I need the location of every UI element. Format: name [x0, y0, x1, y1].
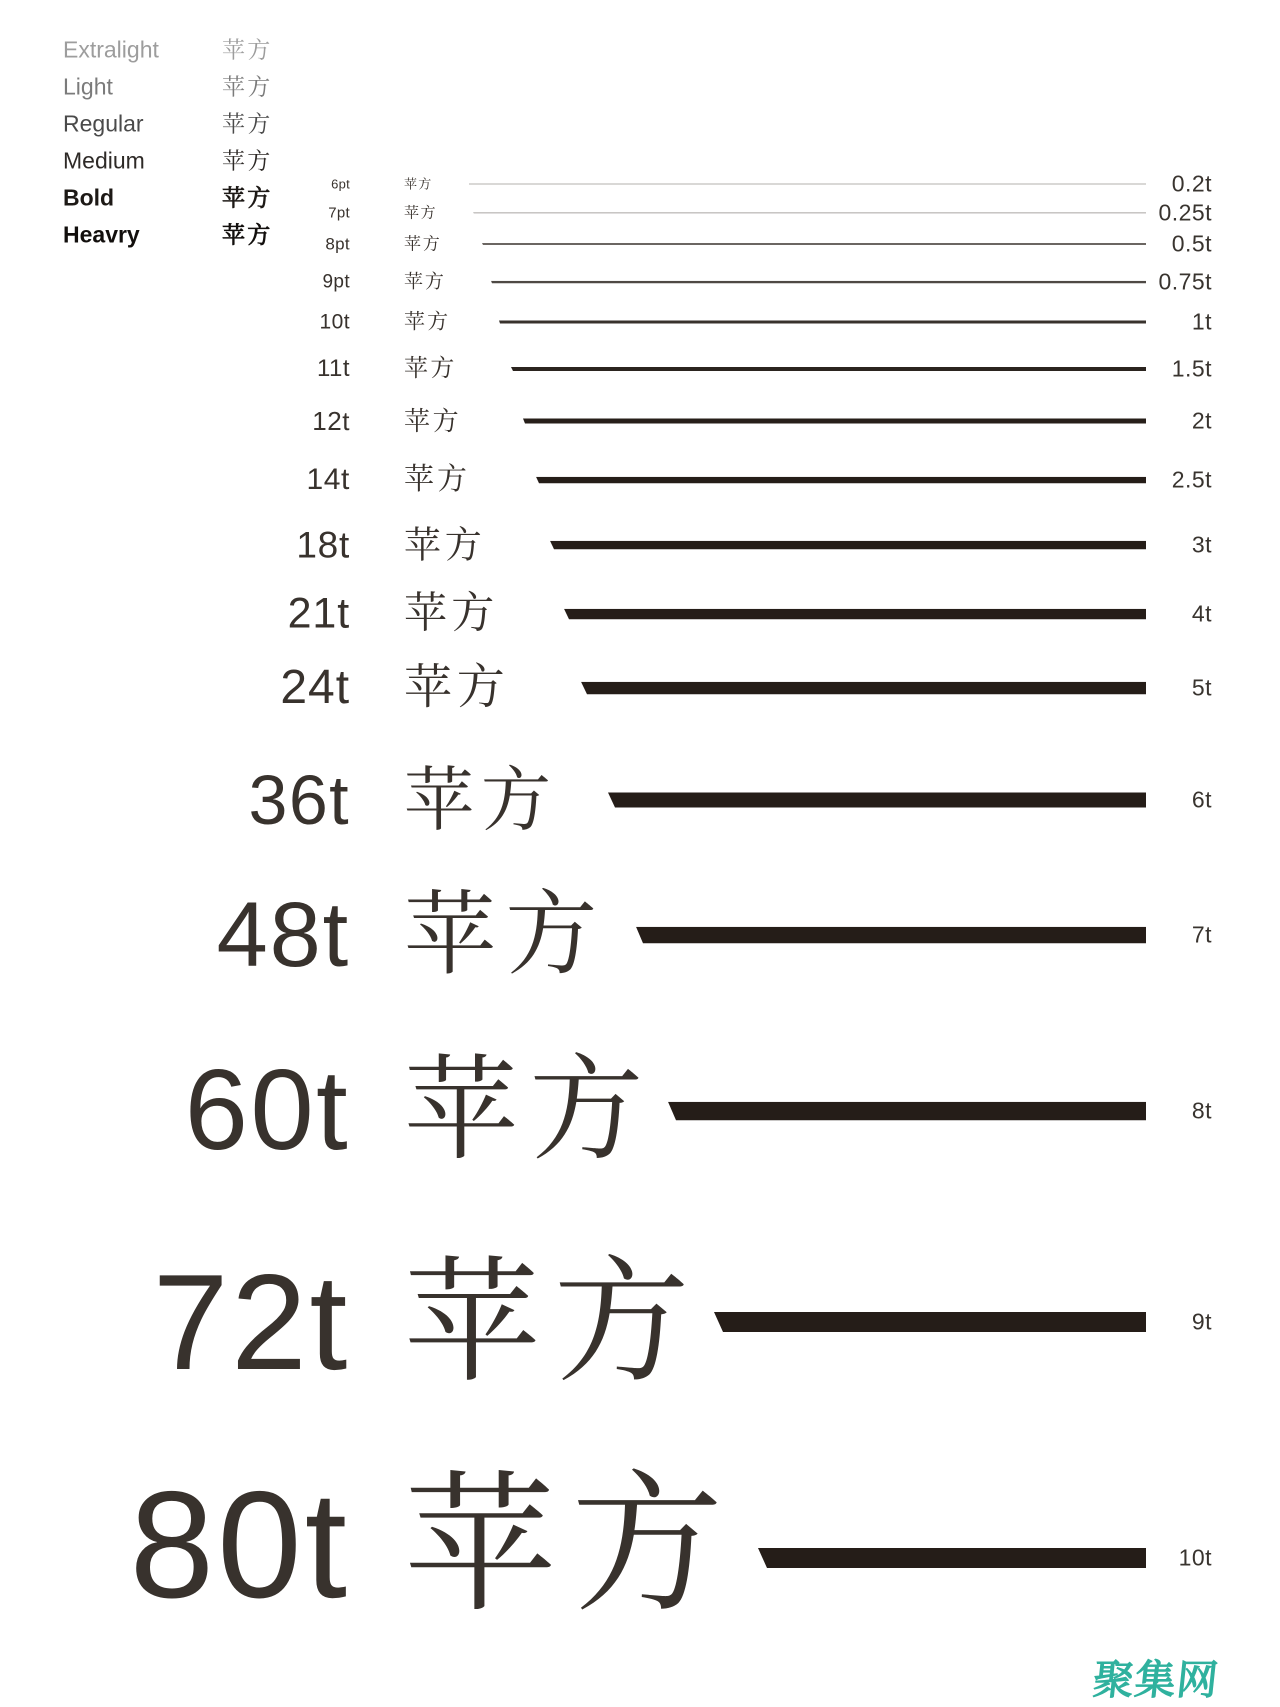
size-sample-glyphs: 苹方 — [404, 884, 607, 986]
rule-stroke — [608, 793, 1146, 808]
rule-thickness-label: 0.5t — [1171, 230, 1212, 257]
size-row — [0, 465, 470, 495]
rule-stroke — [550, 541, 1146, 550]
size-row — [0, 206, 437, 221]
size-label: 60t — [184, 1047, 350, 1174]
rule-stroke — [523, 419, 1146, 424]
size-row — [0, 312, 450, 333]
rule-thickness-label: 3t — [1191, 531, 1212, 558]
size-label: 14t — [306, 463, 350, 496]
size-row — [0, 589, 499, 638]
weight-row — [63, 147, 273, 174]
rule-thickness-label: 4t — [1191, 600, 1212, 627]
weight-name: Extralight — [63, 36, 159, 63]
rule-stroke — [473, 212, 1146, 213]
size-sample-glyphs: 苹方 — [404, 406, 462, 436]
size-row — [0, 761, 558, 839]
size-label: 21t — [287, 589, 350, 638]
size-row — [0, 661, 510, 714]
rule-thickness-label: 9t — [1191, 1308, 1212, 1335]
size-sample-glyphs: 苹方 — [404, 661, 510, 714]
size-sample-glyphs: 苹方 — [404, 204, 438, 222]
size-sample-glyphs: 苹方 — [404, 589, 499, 638]
rule-thickness-label: 5t — [1191, 674, 1212, 701]
size-label: 9pt — [322, 271, 350, 293]
size-label: 24t — [280, 661, 350, 714]
rule-thickness-label: 1.5t — [1171, 355, 1212, 382]
weight-sample-glyphs: 苹方 — [222, 110, 273, 137]
weight-sample-glyphs: 苹方 — [222, 36, 273, 63]
weight-name: Bold — [63, 184, 115, 211]
size-label: 12t — [312, 406, 350, 436]
size-sample-glyphs: 苹方 — [404, 234, 442, 254]
size-label: 80t — [129, 1460, 350, 1630]
rule-thickness-label: 1t — [1191, 308, 1212, 335]
rule-thickness-label: 7t — [1191, 921, 1212, 948]
size-row — [0, 273, 446, 292]
weight-row — [63, 73, 273, 100]
rule-stroke — [536, 477, 1146, 484]
size-row — [0, 357, 457, 381]
rule-thickness-label: 0.25t — [1158, 199, 1212, 226]
rule-stroke — [564, 609, 1146, 620]
weight-name: Medium — [63, 147, 145, 174]
rule-stroke — [482, 243, 1146, 245]
rule-thickness-label: 10t — [1178, 1544, 1212, 1571]
size-row — [0, 524, 486, 566]
size-sample-glyphs: 苹方 — [404, 463, 470, 496]
size-label: 36t — [248, 761, 350, 839]
size-row — [0, 408, 461, 434]
size-row — [0, 884, 607, 986]
size-label: 72t — [152, 1246, 350, 1398]
rule-stroke — [491, 281, 1146, 284]
size-label: 8pt — [325, 234, 350, 254]
size-sample-glyphs: 苹方 — [404, 355, 457, 382]
rule-stroke — [758, 1548, 1146, 1568]
rule-thickness-label: 0.75t — [1158, 268, 1212, 295]
weight-row — [63, 36, 273, 63]
size-label: 10t — [319, 310, 350, 334]
rule-stroke — [499, 321, 1146, 324]
rule-stroke — [511, 367, 1146, 371]
size-row — [0, 1246, 704, 1398]
size-label: 48t — [216, 884, 350, 986]
rule-thickness-label: 2.5t — [1171, 466, 1212, 493]
weight-name: Regular — [63, 110, 144, 137]
size-row — [0, 1460, 739, 1630]
size-sample-glyphs: 苹方 — [404, 176, 433, 192]
weight-sample-glyphs: 苹方 — [222, 73, 273, 100]
rule-stroke — [714, 1312, 1146, 1332]
rule-thickness-label: 2t — [1191, 407, 1212, 434]
size-sample-glyphs: 苹方 — [404, 1246, 704, 1398]
size-label: 11t — [316, 355, 350, 382]
size-sample-glyphs: 苹方 — [404, 310, 451, 334]
rule-stroke — [668, 1102, 1146, 1121]
rule-stroke — [636, 927, 1146, 944]
weight-name: Heavry — [63, 221, 140, 248]
rule-stroke — [581, 682, 1146, 695]
weight-row — [63, 110, 273, 137]
rule-stroke — [469, 184, 1146, 185]
weight-sample-glyphs: 苹方 — [222, 221, 273, 248]
size-sample-glyphs: 苹方 — [404, 524, 486, 566]
size-row — [0, 178, 433, 191]
rule-thickness-label: 0.2t — [1171, 170, 1212, 197]
size-sample-glyphs: 苹方 — [404, 1460, 739, 1630]
weight-sample-glyphs: 苹方 — [222, 147, 273, 174]
size-row — [0, 1047, 655, 1174]
watermark-logo: 聚集网 — [1090, 1657, 1221, 1703]
rule-thickness-label: 8t — [1191, 1097, 1212, 1124]
weight-name: Light — [63, 73, 113, 100]
rule-thickness-label: 6t — [1191, 786, 1212, 813]
size-sample-glyphs: 苹方 — [404, 761, 558, 839]
size-sample-glyphs: 苹方 — [404, 271, 446, 293]
weight-sample-glyphs: 苹方 — [222, 184, 273, 211]
size-sample-glyphs: 苹方 — [404, 1047, 655, 1174]
size-label: 7pt — [328, 204, 350, 222]
size-label: 6pt — [331, 176, 350, 192]
size-label: 18t — [296, 524, 350, 566]
size-row — [0, 236, 441, 253]
